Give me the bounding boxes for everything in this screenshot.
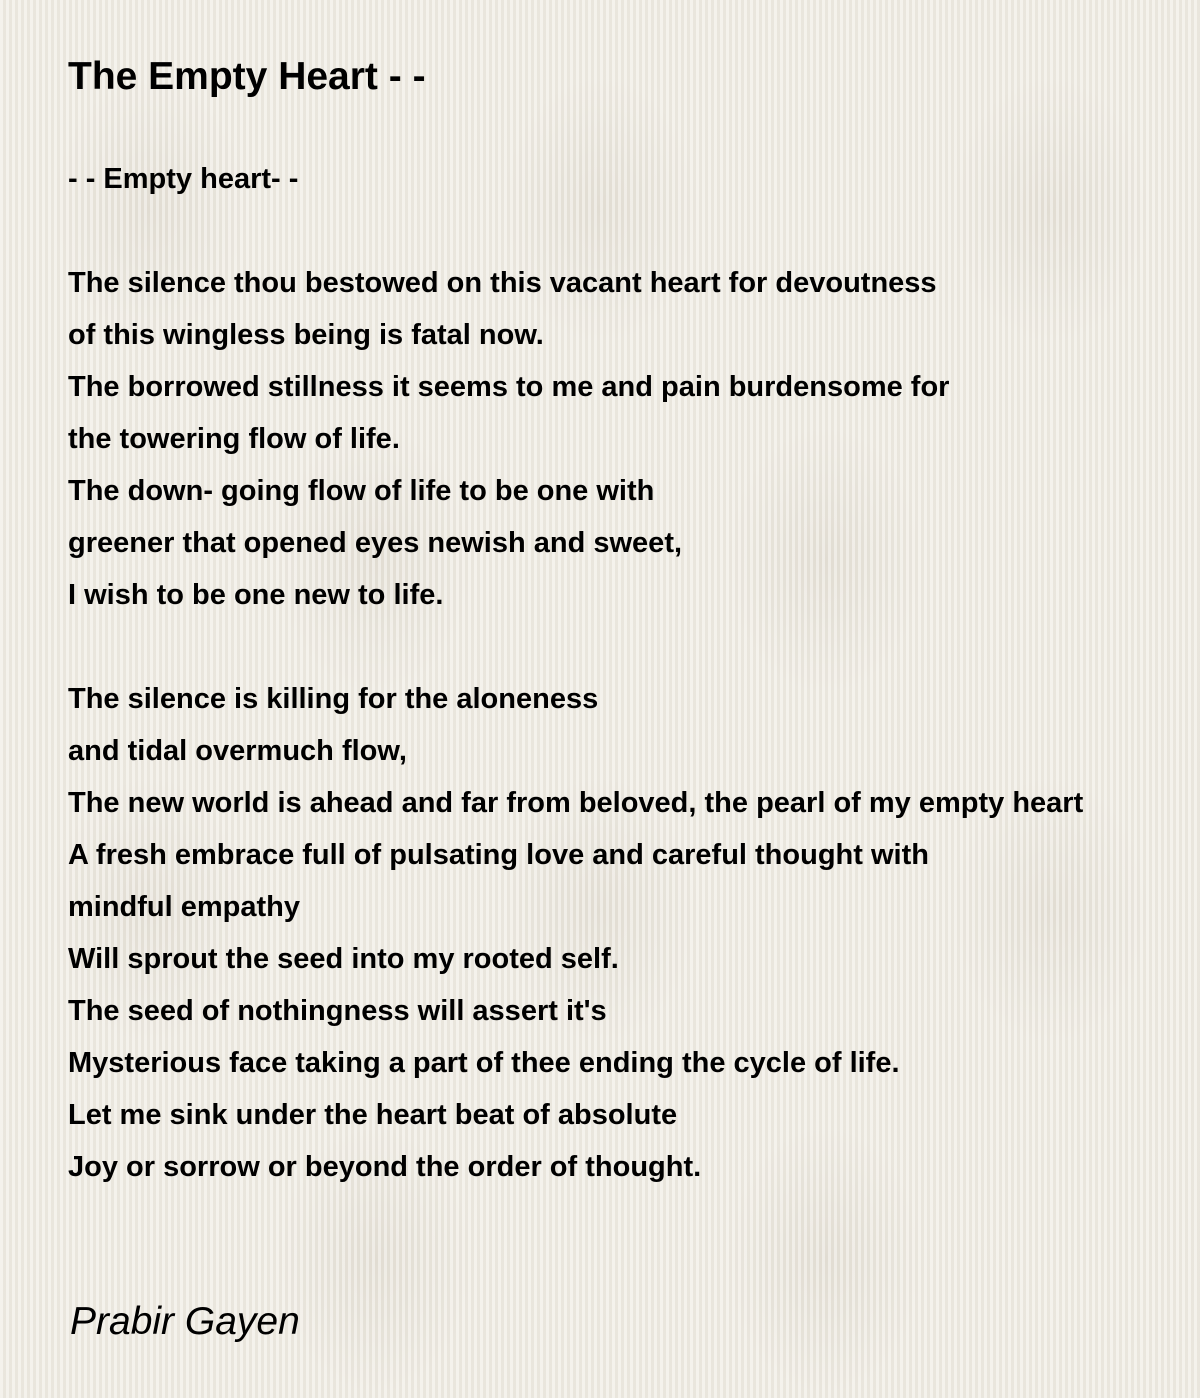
poem-line: the towering flow of life. — [68, 423, 400, 455]
poem-line: and tidal overmuch flow, — [68, 735, 407, 767]
poem-line — [68, 621, 1200, 673]
poem-line: - - Empty heart- - — [68, 163, 299, 195]
poem-author: Prabir Gayen — [70, 1300, 300, 1343]
poem-line: The new world is ahead and far from beloved, the pearl of my empty heart — [68, 787, 1084, 819]
poem-line: The silence is killing for the aloneness — [68, 683, 599, 715]
poem-line: A fresh embrace full of pulsating love and careful thought with — [68, 839, 929, 871]
poem-body — [68, 153, 1200, 1193]
poem-line: Let me sink under the heart beat of absolute — [68, 1099, 678, 1131]
poem-line: The down- going flow of life to be one with — [68, 475, 655, 507]
poem-line: I wish to be one new to life. — [68, 579, 444, 611]
poem-line: greener that opened eyes newish and sweet, — [68, 527, 683, 559]
poem-line: The borrowed stillness it seems to me and pain burdensome for — [68, 371, 950, 403]
poem-line: The seed of nothingness will assert it's — [68, 995, 607, 1027]
poem-line — [68, 205, 1200, 257]
poem-line: Will sprout the seed into my rooted self. — [68, 943, 619, 975]
poem-title: The Empty Heart - - — [68, 55, 426, 98]
poem-line: mindful empathy — [68, 891, 301, 923]
poem-line: Joy or sorrow or beyond the order of thought. — [68, 1151, 702, 1183]
poem-line: The silence thou bestowed on this vacant heart for devoutness — [68, 267, 937, 299]
poem-line: of this wingless being is fatal now. — [68, 319, 544, 351]
poem-line: Mysterious face taking a part of thee ending the cycle of life. — [68, 1047, 900, 1079]
